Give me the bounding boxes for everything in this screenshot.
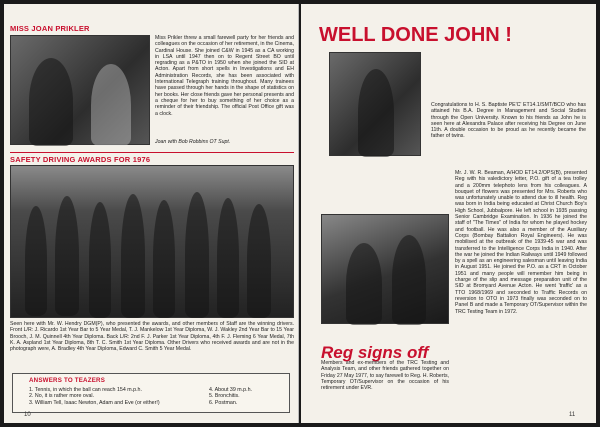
john-heading: WELL DONE JOHN !: [319, 24, 512, 46]
joan-photo: [10, 35, 150, 145]
page-left: [4, 4, 299, 423]
magazine-spread: [4, 4, 596, 423]
teazer-answer: 3. William Tell, Isaac Newton, Adam and Eve (or either!): [29, 399, 160, 406]
reg-body-left: Members and ex-members of the TRC Testing and Analysis Team, and other friends gathered together on Friday 27 May 1977, to say farewell to Reg. H. Roberts, Temporary OT/Supervisor on the occasion of his retirement under EVR.: [321, 360, 449, 392]
safety-group-photo: [10, 165, 294, 318]
teazers-col-1: [29, 387, 189, 406]
teazer-answer: 6. Postman.: [209, 399, 238, 406]
page-right: [301, 4, 596, 423]
teazers-heading: ANSWERS TO TEAZERS: [29, 377, 106, 384]
teazer-answer: 1. Tennis, in which the ball can reach 154 m.p.h.: [29, 387, 142, 393]
joan-caption: Joan with Bob Robbins OT Supt.: [155, 139, 231, 145]
page-number-left: 10: [24, 412, 31, 418]
teazers-box: [12, 373, 290, 413]
reg-heading: Reg signs off: [321, 343, 429, 362]
safety-heading: SAFETY DRIVING AWARDS FOR 1976: [10, 155, 151, 164]
teazer-answer: 5. Bronchitis.: [209, 393, 240, 400]
teazer-answer: 4. About 39 m.p.h.: [209, 387, 252, 393]
teazer-answer: 2. No, it is rather more oval.: [29, 393, 95, 400]
safety-body: Seen here with Mr. W. Hendry DGM(P), who presented the awards, and other members of Staff are the winning drivers. Front L/R: J. Ricardo 1st Year Bar to 5 Year Medal, T. J. Mankelow 1st Year Diploma, W. J. Wakley 2nd Year Bar to 15 Year Brooch, J. M. Quinnell 4th Year Diploma. Back L/R: 2nd F. J. Parker 1st Year Diploma, 4th F. J. Fleming 6 Year Medal, 7th K. A. Aspland 1st Year Diploma, 8th T. C. Smith 1st Year Diploma. Other Drivers who received awards and are not in the photograph were, A. Bradley 4th Year Diploma, Edward C. Smith 5 Year Medal.: [10, 321, 294, 353]
teazers-col-2: [209, 387, 289, 406]
reg-photo: [321, 214, 449, 324]
reg-body-right: Mr. J. W. R. Beaman, A/HOD ET14.2/OPS(B), presented Reg with his valedictory letter, P.O. gift of a tea trolley and a 200mm telephoto lens from his colleagues. A bouquet of flowers was presented for Mrs. Roberts who was unfortunately unable to attend due to ill health. Reg was born in India being educated at Christ Church Boy's High School, Jubbalpore. He left school in 1935 passing Senior Cambridge Examination. In 1936 he joined the staff of "The Times" of India for whom he played hockey and football. He was also a member of the Auxiliary Corps (Bombay Battalion Royal Engineers). He was mobilised at the outbreak of the 1939-45 war and was transferred to the Intelligence Corps India in 1940. After the war he joined the Indian Railways until 1949 followed by a spell as an engineering salesman until leaving India in August 1951. He joined the P.O. as a CRT in October 1951 and many people will remember him being in charge of the slip and message preparation unit of the SID at Bromyard Avenue Acton. He went 'traffic' as a TTO 1968/1969 and seconded to Traffic Records on reversion to OTO in 1973 finally was seconded on to Panel B and made a Temporary OT/Supervisor within the TRC Testing Team in 1972.: [455, 170, 587, 315]
john-photo: [329, 52, 421, 156]
page-number-right: 11: [569, 412, 576, 418]
joan-body: Miss Prikler threw a small farewell party for her friends and colleagues on the occasion of her retirement, in the Cinema, Cardinal House. She joined C&W in 1945 as a CA working in LSA until 1947 then on to Regent Street BO until regrading as a P&TO in 1950 when she joined the SID at Acton. Apart from short spells in Investigations and EH Administration Records, she has been associated with International Telegraph training throughout. Many trainees have passed through her hands in the shape of statistics on her books. Her close friends gave her personal presents and a cheque for her to buy something of her choice as a reminder of their friendship. The official Post Office gift was a clock.: [155, 35, 294, 117]
john-body: Congratulations to H. S. Baptiste PE'C' ET14.1/SMT/BCO who has attained his B.A. Degree in Management and Social Studies through the Open University. Known to his friends as John he is seen here at Alexandra Palace after receiving his Degree on June 11th. A double occasion to be proud as he recently became the father of twins.: [431, 102, 586, 140]
section-rule: [10, 152, 294, 153]
joan-heading: MISS JOAN PRIKLER: [10, 24, 90, 33]
